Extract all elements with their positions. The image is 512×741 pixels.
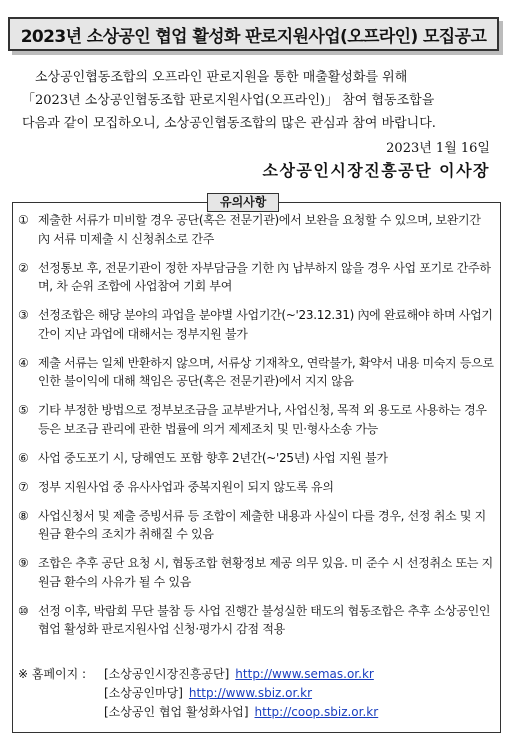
link-row: [18, 684, 378, 703]
notice-item: [18, 306, 494, 343]
notice-heading: 유의사항: [207, 193, 279, 212]
item-number: ④: [18, 355, 29, 370]
notice-item: [18, 554, 494, 591]
homepage-links: [18, 665, 378, 722]
intro-paragraph: [22, 66, 490, 135]
announcement-title: 2023년 소상공인 협업 활성화 판로지원사업(오프라인) 모집공고: [20, 26, 487, 47]
spacer: [18, 703, 104, 722]
spacer: [18, 684, 104, 703]
item-number: ⑧: [18, 508, 29, 523]
notice-item: [18, 401, 494, 438]
sbiz-link[interactable]: http://www.sbiz.or.kr: [188, 686, 313, 700]
issuer-name: 소상공인시장진흥공단 이사장: [262, 161, 490, 180]
notice-items: [18, 211, 494, 649]
item-number: ⑩: [18, 603, 29, 618]
item-number: ⑨: [18, 556, 29, 570]
announcement-title-box: [8, 17, 499, 51]
item-text: 선정통보 후, 전문기관이 정한 자부담금을 기한 內 납부하지 않을 경우 사업 포기로 간주하며, 차 순위 조합에 사업참여 기회 부여: [38, 260, 491, 293]
intro-line: 「2023년 소상공인협동조합 판로지원사업(오프라인)」 참여 협동조합을: [22, 93, 435, 108]
link-name: [소상공인 협업 활성화사업]: [104, 705, 249, 719]
item-text: 선정조합은 해당 분야의 과업을 분야별 사업기간(~'23.12.31) 內에 완료해야 하며 사업기간이 지난 과업에 대해서는 정부지원 불가: [38, 308, 493, 341]
item-number: ①: [18, 213, 29, 227]
notice-item: [18, 507, 494, 544]
announcement-date: 2023년 1월 16일: [386, 141, 490, 156]
notice-item: [18, 211, 494, 248]
notice-item: [18, 478, 494, 497]
intro-line: 다음과 같이 모집하오니, 소상공인협동조합의 많은 관심과 참여 바랍니다.: [22, 116, 436, 131]
notice-item: [18, 449, 494, 468]
item-number: ⑥: [18, 450, 29, 465]
semas-link[interactable]: http://www.semas.or.kr: [235, 667, 374, 681]
link-name: [소상공인마당]: [104, 686, 183, 700]
item-number: ⑤: [18, 403, 29, 417]
item-text: 사업 중도포기 시, 당해연도 포함 향후 2년간(~'25년) 사업 지원 불가: [38, 450, 388, 465]
item-text: 기타 부정한 방법으로 정부보조금을 교부받거나, 사업신청, 목적 외 용도로 사용하는 경우 등은 보조금 관리에 관한 법률에 의거 제제조치 및 민·형사소송 가능: [38, 403, 487, 436]
coop-link[interactable]: http://coop.sbiz.or.kr: [254, 705, 379, 719]
link-row: [18, 665, 378, 684]
item-text: 선정 이후, 박람회 무단 불참 등 사업 진행간 불성실한 태도의 협동조합은 추후 소상공인인 협업 활성화 판로지원사업 신청·평가시 감점 적용: [38, 603, 491, 636]
item-text: 사업신청서 및 제출 증빙서류 등 조합이 제출한 내용과 사실이 다를 경우, 선정 취소 및 지원금 환수의 조치가 취해질 수 있음: [38, 508, 486, 541]
item-number: ②: [18, 260, 29, 275]
link-row: [18, 703, 378, 722]
link-name: [소상공인시장진흥공단]: [104, 667, 230, 681]
notice-item: [18, 602, 494, 639]
item-number: ⑦: [18, 479, 29, 494]
item-text: 정부 지원사업 중 유사사업과 중복지원이 되지 않도록 유의: [38, 479, 334, 494]
item-text: 제출 서류는 일체 반환하지 않으며, 서류상 기재착오, 연락불가, 확약서 내용 미숙지 등으로 인한 불이익에 대해 책임은 공단(혹은 전문기관)에서 지지 않음: [38, 355, 494, 388]
item-text: 조합은 추후 공단 요청 시, 협동조합 현황정보 제공 의무 있음. 미 준수 시 선정취소 또는 지원금 환수의 사유가 될 수 있음: [38, 556, 493, 589]
item-text: 제출한 서류가 미비할 경우 공단(혹은 전문기관)에서 보완을 요청할 수 있으며, 보완기간 內 서류 미제출 시 신청취소로 간주: [38, 213, 481, 246]
notice-item: [18, 354, 494, 391]
homepage-label: ※ 홈페이지 :: [18, 667, 87, 681]
intro-line: 소상공인협동조합의 오프라인 판로지원을 통한 매출활성화를 위해: [35, 70, 408, 85]
item-number: ③: [18, 308, 29, 322]
notice-item: [18, 259, 494, 296]
